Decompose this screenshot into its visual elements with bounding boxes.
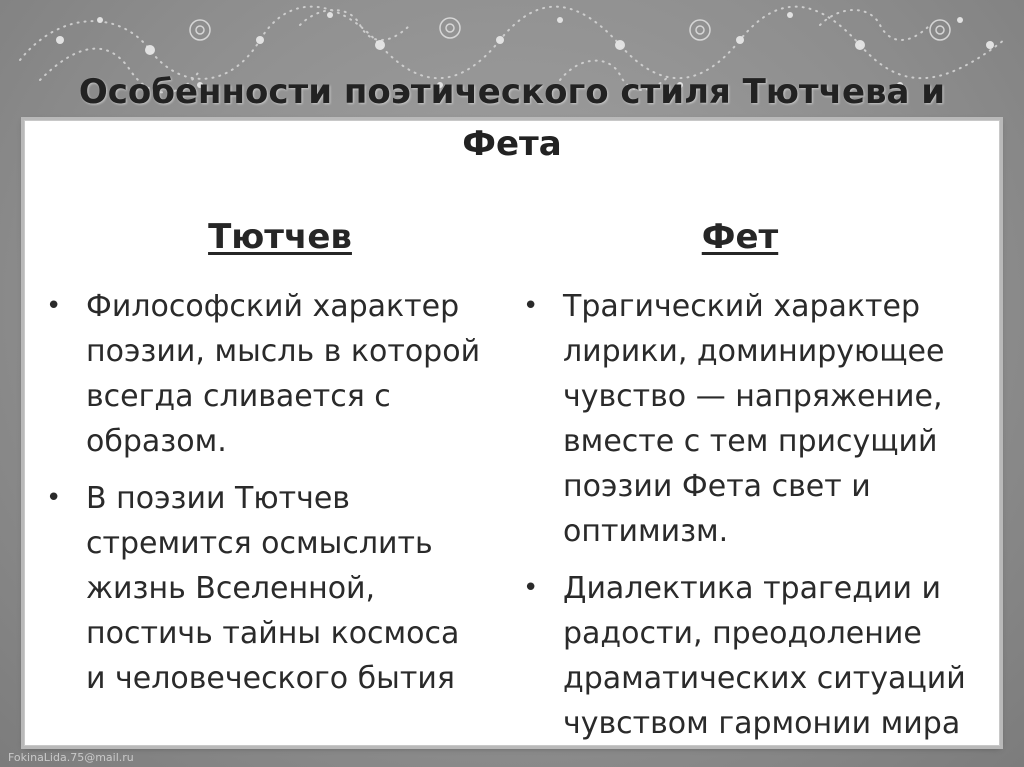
- bullet-icon: •: [46, 483, 62, 513]
- bullet-icon: •: [46, 291, 62, 321]
- list-item-text: Философский характер поэзии, мысль в которой всегда сливается с образом.: [86, 289, 481, 459]
- bullet-icon: •: [523, 291, 539, 321]
- heading-fet: Фет: [701, 217, 779, 257]
- list-item: [515, 566, 985, 746]
- heading-tyutchev: Тютчев: [208, 217, 352, 257]
- list-item: [515, 284, 985, 554]
- list-item: [38, 476, 488, 701]
- list-item-text: В поэзии Тютчев стремится осмыслить жизнь Вселенной, постичь тайны космоса и человеческого бытия: [86, 481, 460, 696]
- list-item-text: Диалектика трагедии и радости, преодоление драматических ситуаций чувством гармонии мира: [563, 571, 966, 741]
- slide-title: Особенности поэтического стиля Тютчева и Фета: [78, 72, 946, 164]
- bullet-icon: •: [523, 573, 539, 603]
- tyutchev-list: [38, 284, 488, 713]
- list-item-text: Трагический характер лирики, доминирующее чувство — напряжение, вместе с тем присущий поэзии Фета свет и оптимизм.: [563, 289, 945, 549]
- fet-list: [515, 284, 985, 758]
- list-item: [38, 284, 488, 464]
- author-email: FokinaLida.75@mail.ru: [8, 751, 134, 764]
